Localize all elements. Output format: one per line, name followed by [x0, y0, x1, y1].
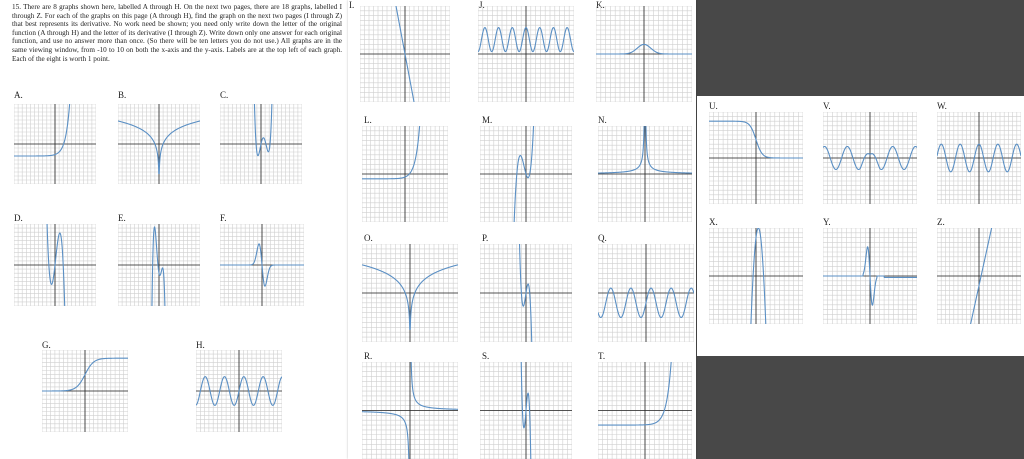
- graph-o: [362, 244, 458, 342]
- page-3-derivative-options: [697, 96, 1024, 356]
- page-2-derivative-options: [348, 0, 696, 459]
- graph-r: [362, 362, 458, 459]
- graph-j: [478, 6, 574, 102]
- graph-label-v: V.: [823, 101, 831, 111]
- graph-label-r: R.: [364, 351, 373, 361]
- graph-label-a: A.: [14, 90, 23, 100]
- graph-label-s: S.: [482, 351, 490, 361]
- graph-label-w: W.: [937, 101, 947, 111]
- graph-label-p: P.: [482, 233, 489, 243]
- graph-label-l: L.: [364, 115, 372, 125]
- graph-k: [596, 6, 692, 102]
- graph-label-c: C.: [220, 90, 229, 100]
- graph-n: [598, 126, 692, 222]
- graph-label-b: B.: [118, 90, 127, 100]
- graph-h: [196, 350, 282, 432]
- graph-f: [220, 224, 304, 306]
- graph-label-k: K.: [596, 0, 605, 10]
- graph-g: [42, 350, 128, 432]
- graph-e: [118, 224, 200, 306]
- graph-q: [598, 244, 694, 342]
- graph-label-q: Q.: [598, 233, 607, 243]
- graph-z: [937, 228, 1021, 324]
- graph-label-f: F.: [220, 213, 227, 223]
- graph-t: [598, 362, 692, 459]
- graph-label-z: Z.: [937, 217, 945, 227]
- graph-label-x: X.: [709, 217, 718, 227]
- graph-w: [937, 112, 1021, 204]
- graph-s: [480, 362, 572, 459]
- graph-label-i: I.: [349, 0, 355, 10]
- graph-label-d: D.: [14, 213, 23, 223]
- graph-c: [220, 104, 302, 184]
- graph-label-o: O.: [364, 233, 373, 243]
- graph-a: [14, 104, 96, 184]
- problem-statement: 15. There are 8 graphs shown here, labelled A through H. On the next two pages, there are 18 graphs, labelled I through Z. For each of the graphs on this page (A through H), find the graph on the next two pages (I through Z) that best represents its derivative. No work need be shown; you need only write down the letter of the original function (A through H) and the letter of its derivative (I through Z). Write down only one answer for each original function, and use no answer more than once. (So there will be ten letters you do not use.) All graphs are in the same viewing window, from -10 to 10 on both the x-axis and the y-axis. Labels are at the top left of each graph. Each of the eight is worth 1 point.: [12, 3, 342, 63]
- graph-label-n: N.: [598, 115, 607, 125]
- graph-m: [480, 126, 572, 222]
- graph-label-e: E.: [118, 213, 126, 223]
- graph-y: [823, 228, 917, 324]
- graph-b: [118, 104, 200, 184]
- graph-label-g: G.: [42, 340, 51, 350]
- graph-label-y: Y.: [823, 217, 831, 227]
- graph-x: [709, 228, 803, 324]
- graph-label-m: M.: [482, 115, 493, 125]
- graph-label-u: U.: [709, 101, 718, 111]
- graph-label-j: J.: [479, 0, 485, 10]
- graph-l: [362, 126, 448, 222]
- graph-p: [480, 244, 572, 342]
- graph-u: [709, 112, 803, 204]
- graph-i: [360, 6, 450, 102]
- graph-v: [823, 112, 917, 204]
- page-1-original-functions: [0, 0, 348, 459]
- graph-label-h: H.: [196, 340, 205, 350]
- graph-label-t: T.: [598, 351, 606, 361]
- graph-d: [14, 224, 96, 306]
